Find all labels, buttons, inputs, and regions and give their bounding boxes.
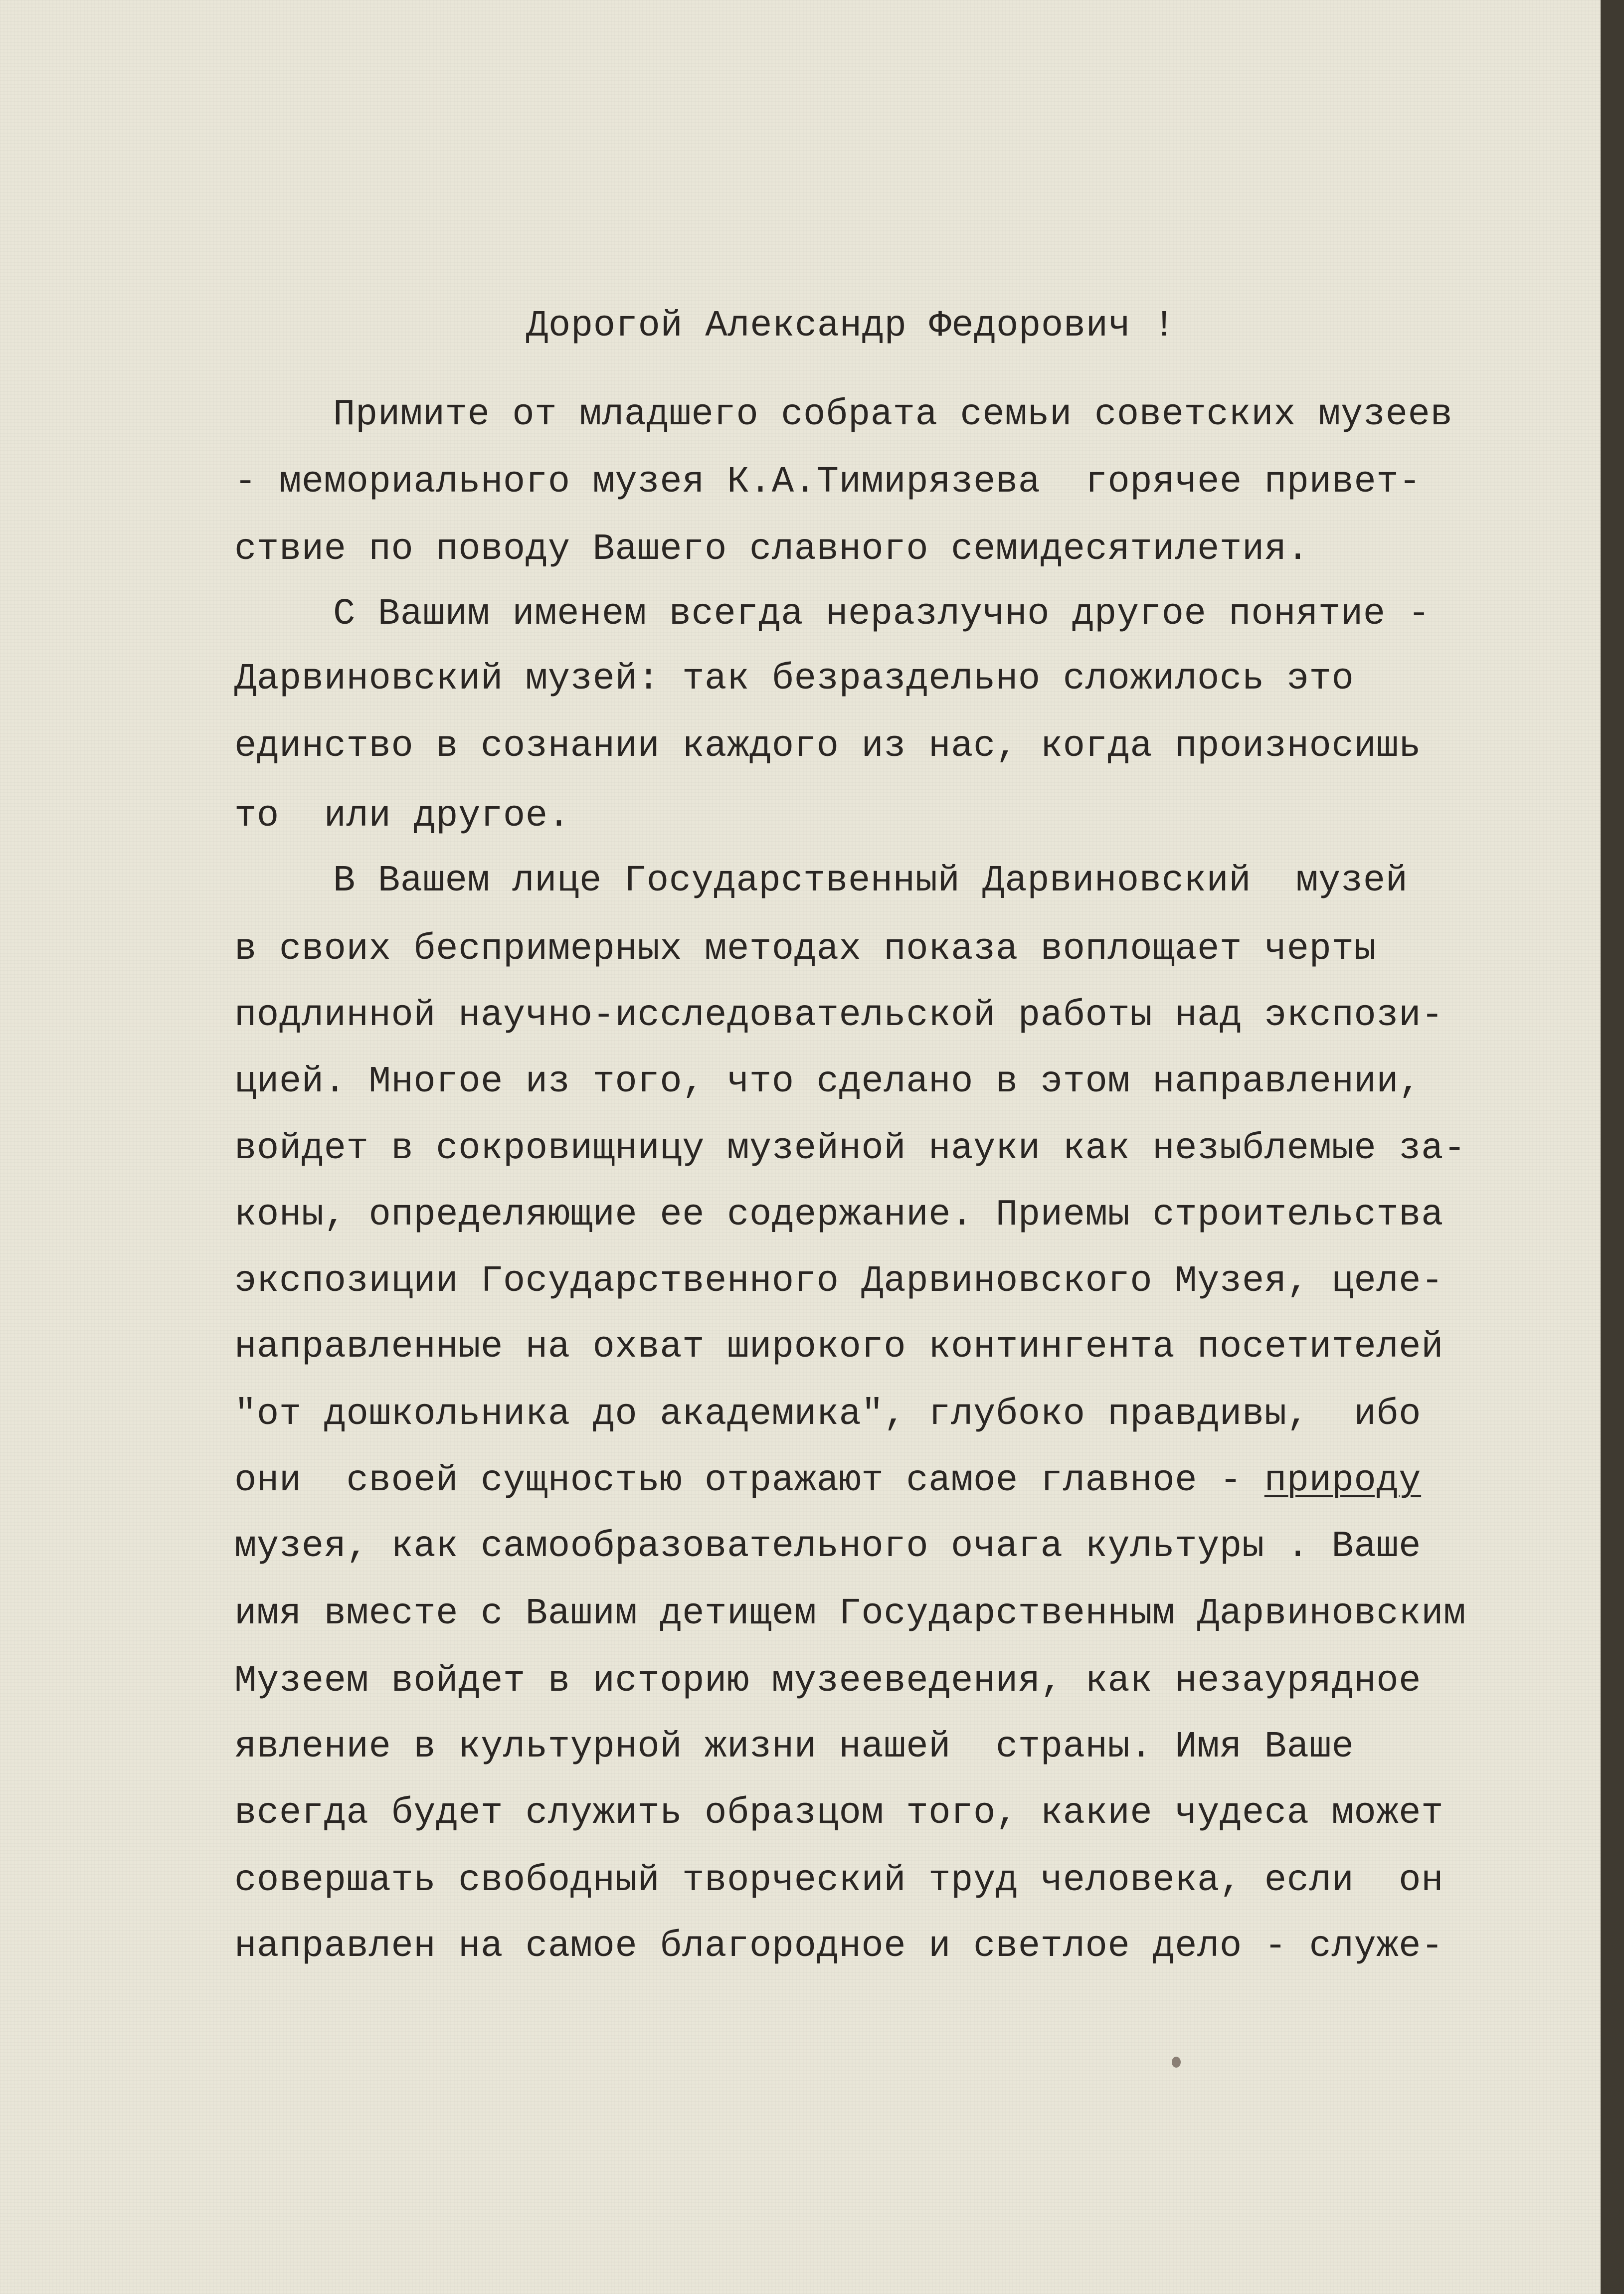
letter-line [234,1460,1421,1502]
letter-line: цией. Многое из того, что сделано в этом направлении, [234,1061,1422,1103]
letter-line: единство в сознании каждого из нас, когда произносишь [234,725,1422,767]
letter-line: Примите от младшего собрата семьи советских музеев [333,394,1453,436]
letter-line: Музеем войдет в историю музееведения, как незаурядное [234,1660,1422,1702]
letter-line: войдет в сокровищницу музейной науки как незыблемые за- [234,1128,1466,1170]
letter-line: С Вашим именем всегда неразлучно другое понятие - [333,593,1431,635]
letter-line-text: они своей сущностью отражают самое главное - [234,1460,1264,1502]
letter-line: В Вашем лице Государственный Дарвиновский музей [333,860,1408,902]
letter-line: направленные на охват широкого контингента посетителей [234,1326,1444,1368]
letter-line: Дарвиновский музей: так безраздельно сложилось это [234,658,1354,700]
letter-line: экспозиции Государственного Дарвиновского Музея, целе- [234,1260,1444,1302]
letter-line: коны, определяющие ее содержание. Приемы строительства [234,1194,1444,1236]
letter-line: - мемориального музея К.А.Тимирязева горячее привет- [234,461,1422,503]
letter-line: направлен на самое благородное и светлое дело - служе- [234,1926,1444,1967]
letter-line: имя вместе с Вашим детищем Государственным Дарвиновским [234,1593,1466,1635]
scan-background-edge [1601,0,1624,2294]
letter-line: явление в культурной жизни нашей страны. Имя Ваше [234,1726,1354,1768]
salutation: Дорогой Александр Федорович ! [526,305,1176,347]
letter-line: "от дошкольника до академика", глубоко правдивы, ибо [234,1394,1422,1435]
letter-line: то или другое. [234,795,570,837]
letter-line: всегда будет служить образцом того, какие чудеса может [234,1792,1444,1834]
underlined-word: природу [1264,1460,1422,1502]
letter-line: подлинной научно-исследовательской работы над экспози- [234,995,1444,1037]
letter-line: совершать свободный творческий труд человека, если он [234,1860,1444,1902]
letter-line: ствие по поводу Вашего славного семидесятилетия. [234,529,1309,570]
letter-line: в своих беспримерных методах показа воплощает черты [234,928,1377,970]
paper-spot [1172,2057,1181,2068]
letter-line: музея, как самообразовательного очага культуры . Ваше [234,1526,1422,1568]
